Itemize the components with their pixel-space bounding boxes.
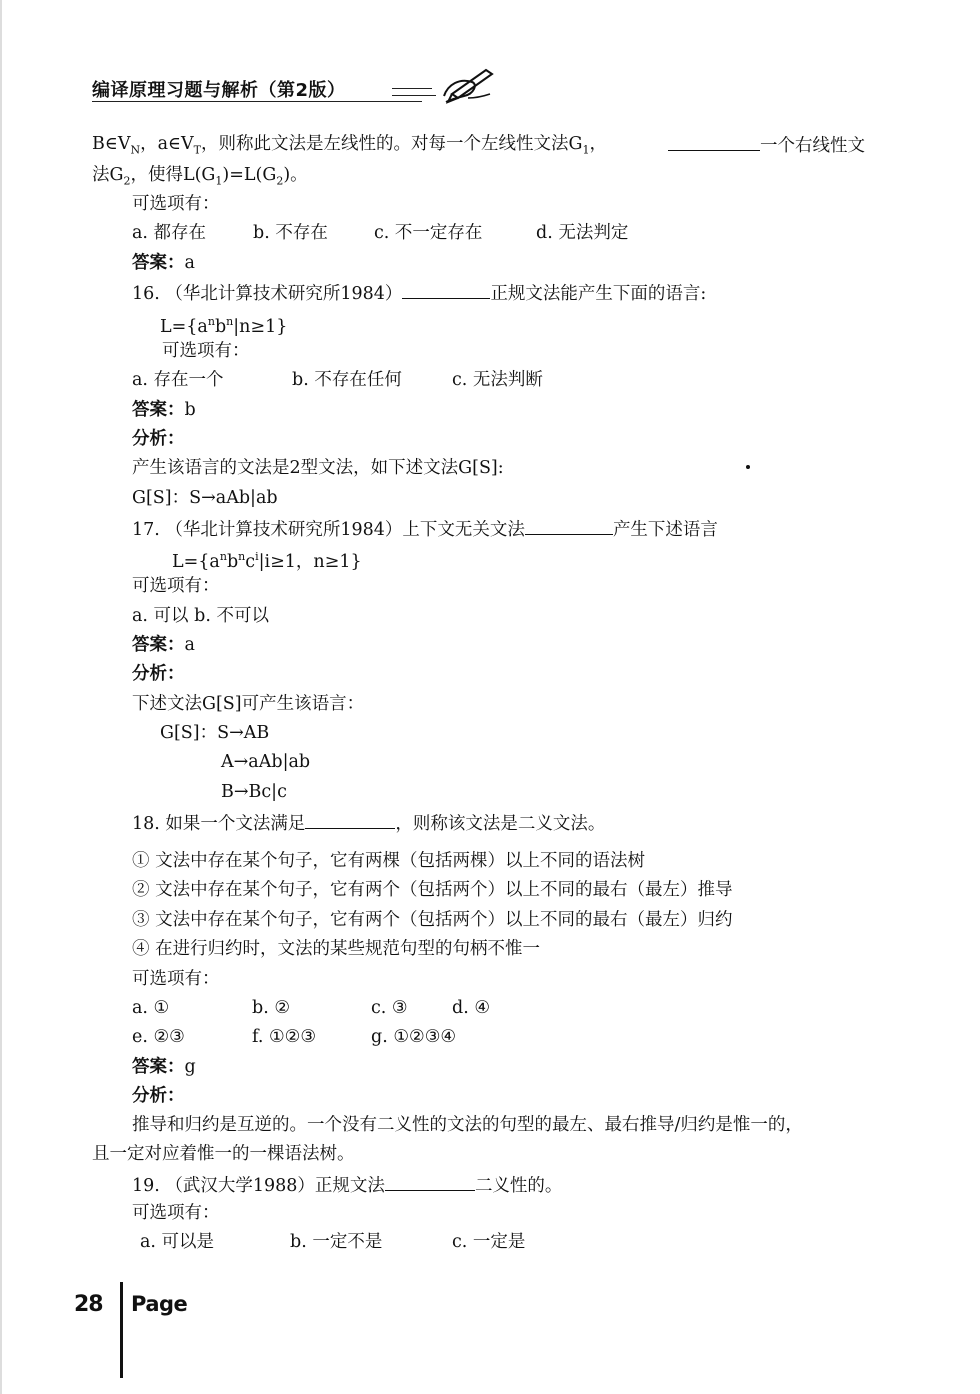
fill-blank xyxy=(525,516,613,535)
option: c. 无法判断 xyxy=(452,370,543,390)
text: ，则称该文法是二义文法。 xyxy=(395,814,606,834)
option: a. 存在一个 xyxy=(132,370,224,390)
analysis-text: 且一定对应着惟一的一棵语法树。 xyxy=(92,1144,355,1164)
option: b. 不存在 xyxy=(253,223,328,243)
analysis-label: 分析： xyxy=(132,429,185,449)
superscript: i xyxy=(255,550,259,563)
choices-label: 可选项有： xyxy=(132,1203,220,1223)
text: )=L(G xyxy=(222,165,277,185)
grammar-rule: G[S]：S→AB xyxy=(160,723,270,743)
options-row xyxy=(132,1025,456,1049)
page-label: Page xyxy=(131,1292,188,1316)
stray-dot xyxy=(746,465,750,469)
grammar-rule: A→aAb|ab xyxy=(221,752,311,772)
subscript: 2 xyxy=(123,174,131,188)
options-row xyxy=(132,996,490,1020)
options-row: a. 可以 b. 不可以 xyxy=(132,606,269,626)
option: b. 不存在任何 xyxy=(292,370,402,390)
answer-line xyxy=(132,1055,196,1079)
option: e. ②③ xyxy=(132,1027,185,1047)
text: 正规文法能产生下面的语言: xyxy=(490,284,707,304)
text: 法G xyxy=(92,165,124,185)
text: B∈V xyxy=(92,134,131,154)
answer-label: 答案： xyxy=(132,1057,185,1077)
option: f. ①②③ xyxy=(252,1027,317,1047)
analysis-text: 产生该语言的文法是2型文法，如下述文法G[S]: xyxy=(132,458,504,478)
options-row xyxy=(132,368,543,392)
question-19 xyxy=(132,1172,562,1198)
text: )。 xyxy=(283,165,308,185)
answer-label: 答案： xyxy=(132,400,185,420)
answer-value: g xyxy=(184,1057,196,1077)
text: b xyxy=(226,551,239,572)
option: d. 无法判定 xyxy=(536,223,629,243)
text: ，a∈V xyxy=(140,134,194,154)
fill-blank xyxy=(385,1172,475,1191)
answer-value: b xyxy=(184,400,196,420)
answer-value: a xyxy=(184,253,195,273)
answer-label: 答案： xyxy=(132,635,185,655)
option: d. ④ xyxy=(452,998,491,1018)
text: 产生下述语言 xyxy=(612,520,718,540)
answer-line xyxy=(132,633,195,657)
text: |i≥1，n≥1} xyxy=(258,551,362,572)
page-edge xyxy=(0,0,2,1394)
subscript: 1 xyxy=(215,174,223,188)
text: L={a xyxy=(160,316,208,337)
header-dash xyxy=(392,88,432,89)
grammar-rule: B→Bc|c xyxy=(221,782,287,802)
condition-3: ③ 文法中存在某个句子，它有两个（包括两个）以上不同的最右（最左）归约 xyxy=(132,910,733,930)
superscript: n xyxy=(219,550,227,563)
subscript: T xyxy=(193,143,201,157)
language-definition xyxy=(160,310,287,339)
pen-icon xyxy=(438,64,496,106)
text: 二义性的。 xyxy=(474,1176,563,1196)
answer-line xyxy=(132,251,195,275)
text-line xyxy=(92,132,607,163)
text-line xyxy=(668,132,865,158)
choices-label: 可选项有： xyxy=(132,576,220,596)
option: g. ①②③④ xyxy=(371,1027,457,1047)
grammar-rule: G[S]：S→aAb|ab xyxy=(132,488,278,508)
analysis-text: 推导和归约是互逆的。一个没有二义性的文法的句型的最左、最右推导/归约是惟一的， xyxy=(132,1115,803,1135)
text: b xyxy=(214,316,227,337)
answer-value: a xyxy=(184,635,195,655)
option: a. 可以是 xyxy=(140,1232,215,1252)
fill-blank xyxy=(668,132,760,151)
text: 一个右线性文 xyxy=(760,136,865,156)
footer-divider xyxy=(120,1282,123,1378)
subscript: N xyxy=(130,143,141,157)
superscript: n xyxy=(207,315,215,328)
header-dash xyxy=(392,95,436,96)
subscript: 1 xyxy=(582,143,590,157)
superscript: n xyxy=(226,315,234,328)
condition-1: ① 文法中存在某个句子，它有两棵（包括两棵）以上不同的语法树 xyxy=(132,851,646,871)
question-17 xyxy=(132,516,718,542)
analysis-label: 分析： xyxy=(132,664,185,684)
text: ，则称此文法是左线性的。对每一个左线性文法G xyxy=(200,134,583,154)
answer-line xyxy=(132,398,196,422)
text: 19. （武汉大学1988）正规文法 xyxy=(132,1176,385,1196)
option: c. 不一定存在 xyxy=(374,223,483,243)
text: 17. （华北计算技术研究所1984）上下文无关文法 xyxy=(132,520,525,540)
header-title: 编译原理习题与解析（第2版） xyxy=(92,80,346,101)
language-definition xyxy=(172,545,362,574)
option: b. 一定不是 xyxy=(290,1232,383,1252)
header-rule xyxy=(92,101,422,102)
analysis-text: 下述文法G[S]可产生该语言： xyxy=(132,694,365,714)
option: b. ② xyxy=(252,998,291,1018)
question-16 xyxy=(132,280,706,306)
text: |n≥1} xyxy=(233,316,288,337)
fill-blank xyxy=(305,810,395,829)
answer-label: 答案： xyxy=(132,253,185,273)
options-row xyxy=(132,221,628,245)
text: 16. （华北计算技术研究所1984） xyxy=(132,284,403,304)
fill-blank xyxy=(402,280,490,299)
text-line xyxy=(92,163,308,194)
option: a. 都存在 xyxy=(132,223,207,243)
analysis-label: 分析： xyxy=(132,1086,185,1106)
superscript: n xyxy=(238,550,246,563)
text: L={a xyxy=(172,551,220,572)
option: c. 一定是 xyxy=(452,1232,526,1252)
condition-4: ④ 在进行归约时，文法的某些规范句型的句柄不惟一 xyxy=(132,939,541,959)
text: ，使得L(G xyxy=(130,165,216,185)
condition-2: ② 文法中存在某个句子，它有两个（包括两个）以上不同的最右（最左）推导 xyxy=(132,880,733,900)
subscript: 2 xyxy=(276,174,284,188)
options-row xyxy=(140,1230,525,1254)
choices-label: 可选项有： xyxy=(162,341,250,361)
choices-label: 可选项有： xyxy=(132,969,220,989)
running-header xyxy=(92,62,512,107)
text: c xyxy=(245,551,256,572)
choices-label: 可选项有： xyxy=(132,194,220,214)
option: c. ③ xyxy=(371,998,408,1018)
question-18 xyxy=(132,810,605,836)
page-number: 28 xyxy=(74,1292,103,1317)
option: a. ① xyxy=(132,998,170,1018)
text: ， xyxy=(589,134,607,154)
text: 18. 如果一个文法满足 xyxy=(132,814,306,834)
